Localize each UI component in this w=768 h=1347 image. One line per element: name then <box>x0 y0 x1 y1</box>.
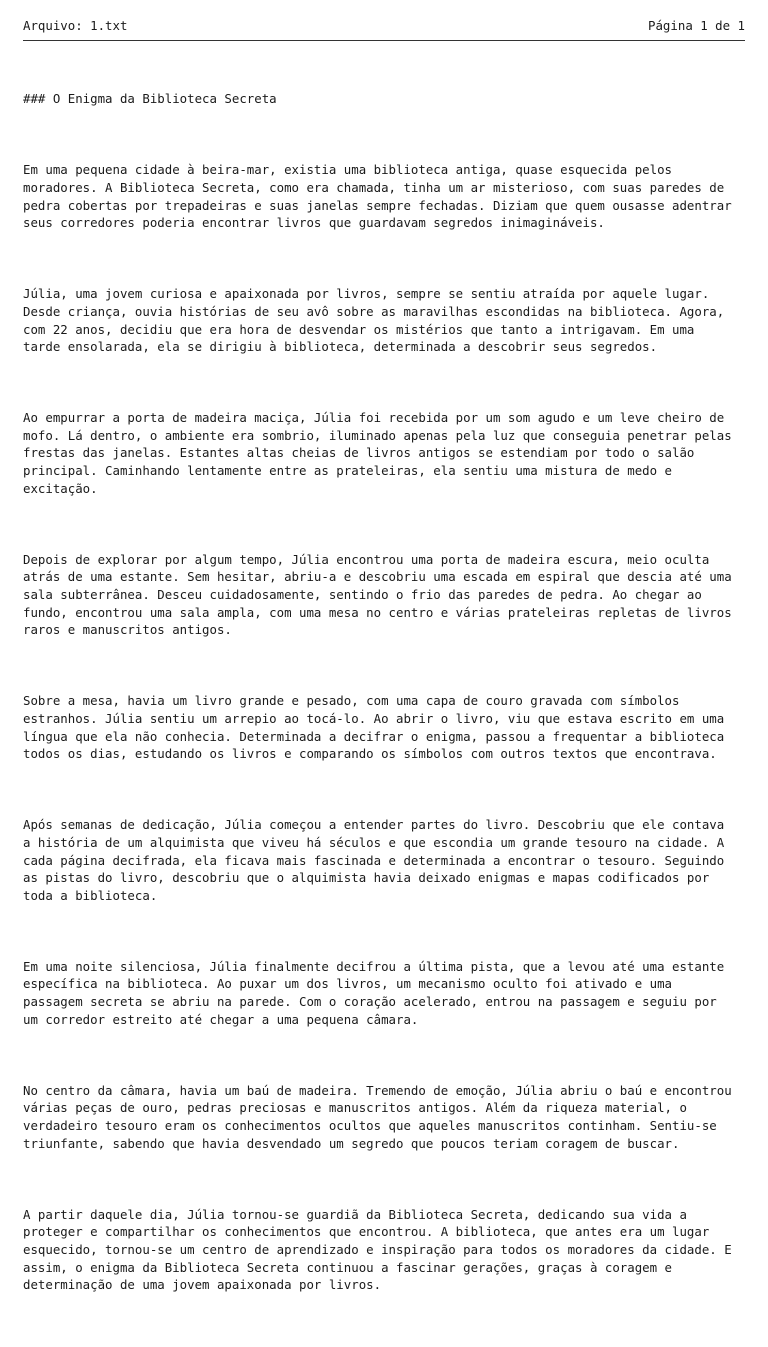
paragraph: Sobre a mesa, havia um livro grande e pesado, com uma capa de couro gravada com símbolos estranhos. Júlia sentiu um arrepio ao tocá-lo. Ao abrir o livro, viu que estava escrito em uma língua que ela não conhecia. Determinada a decifrar o enigma, passou a frequentar a biblioteca todos os dias, estudando os livros e comparando os símbolos com outros textos que encontrava. <box>23 693 725 762</box>
paragraph: Em uma pequena cidade à beira-mar, existia uma biblioteca antiga, quase esquecida pelos moradores. A Biblioteca Secreta, como era chamada, tinha um ar misterioso, com suas paredes de pedra cobertas por trepadeiras e suas janelas sempre fechadas. Diziam que quem ousasse adentrar seus corredores poderia encontrar livros que guardavam segredos inimagináveis. <box>23 162 732 231</box>
document-title: ### O Enigma da Biblioteca Secreta <box>23 91 277 107</box>
paragraph: Após semanas de dedicação, Júlia começou a entender partes do livro. Descobriu que ele contava a história de um alquimista que viveu há séculos e que escondia um grande tesouro na cidade. A cada página decifrada, ela ficava mais fascinada e determinada a encontrar o tesouro. Seguindo as pistas do livro, descobriu que o alquimista havia deixado enigmas e mapas codificados por toda a biblioteca. <box>23 817 725 903</box>
paragraph: Depois de explorar por algum tempo, Júlia encontrou uma porta de madeira escura, meio oculta atrás de uma estante. Sem hesitar, abriu-a e descobriu uma escada em espiral que descia até uma sala subterrânea. Desceu cuidadosamente, sentindo o frio das paredes de pedra. Ao chegar ao fundo, encontrou uma sala ampla, com uma mesa no centro e várias prateleiras repletas de livros raros e manuscritos antigos. <box>23 551 732 638</box>
file-name-label: Arquivo: 1.txt <box>23 18 128 34</box>
paragraph: Ao empurrar a porta de madeira maciça, Júlia foi recebida por um som agudo e um leve cheiro de mofo. Lá dentro, o ambiente era sombrio, iluminado apenas pela luz que conseguia penetrar pelas frestas das janelas. Estantes altas cheias de livros antigos se estendiam por todo o salão principal. Caminhando lentamente entre as prateleiras, ela sentiu uma mistura de medo e excitação. <box>23 410 732 496</box>
paragraph: A partir daquele dia, Júlia tornou-se guardiã da Biblioteca Secreta, dedicando sua vida a proteger e compartilhar os conhecimentos que encontrou. A biblioteca, que antes era um lugar esquecido, tornou-se um centro de aprendizado e inspiração para todos os moradores da cidade. E assim, o enigma da Biblioteca Secreta continuou a fascinar gerações, graças à coragem e determinação de uma jovem apaixonada por livros. <box>23 1206 732 1293</box>
document-body <box>23 41 745 1347</box>
paragraph: No centro da câmara, havia um baú de madeira. Tremendo de emoção, Júlia abriu o baú e encontrou várias peças de ouro, pedras preciosas e manuscritos antigos. Além da riqueza material, o verdadeiro tesouro eram os conhecimentos ocultos que aqueles manuscritos continham. Sentiu-se triunfante, sabendo que havia desvendado um segredo que poucos teriam coragem de buscar. <box>23 1082 732 1151</box>
paragraph: Em uma noite silenciosa, Júlia finalmente decifrou a última pista, que a levou até uma estante específica na biblioteca. Ao puxar um dos livros, um mecanismo oculto foi ativado e uma passagem secreta se abriu na parede. Com o coração acelerado, entrou na passagem e seguiu por um corredor estreito até chegar a uma pequena câmara. <box>23 958 725 1027</box>
page-header <box>23 0 745 40</box>
paragraph: Júlia, uma jovem curiosa e apaixonada por livros, sempre se sentiu atraída por aquele lugar. Desde criança, ouvia histórias de seu avô sobre as maravilhas escondidas na biblioteca. Agora, com 22 anos, decidiu que era hora de desvendar os mistérios que tanto a intrigavam. Em uma tarde ensolarada, ela se dirigiu à biblioteca, determinada a descobrir seus segredos. <box>23 286 725 355</box>
page-number-label: Página 1 de 1 <box>648 18 745 34</box>
